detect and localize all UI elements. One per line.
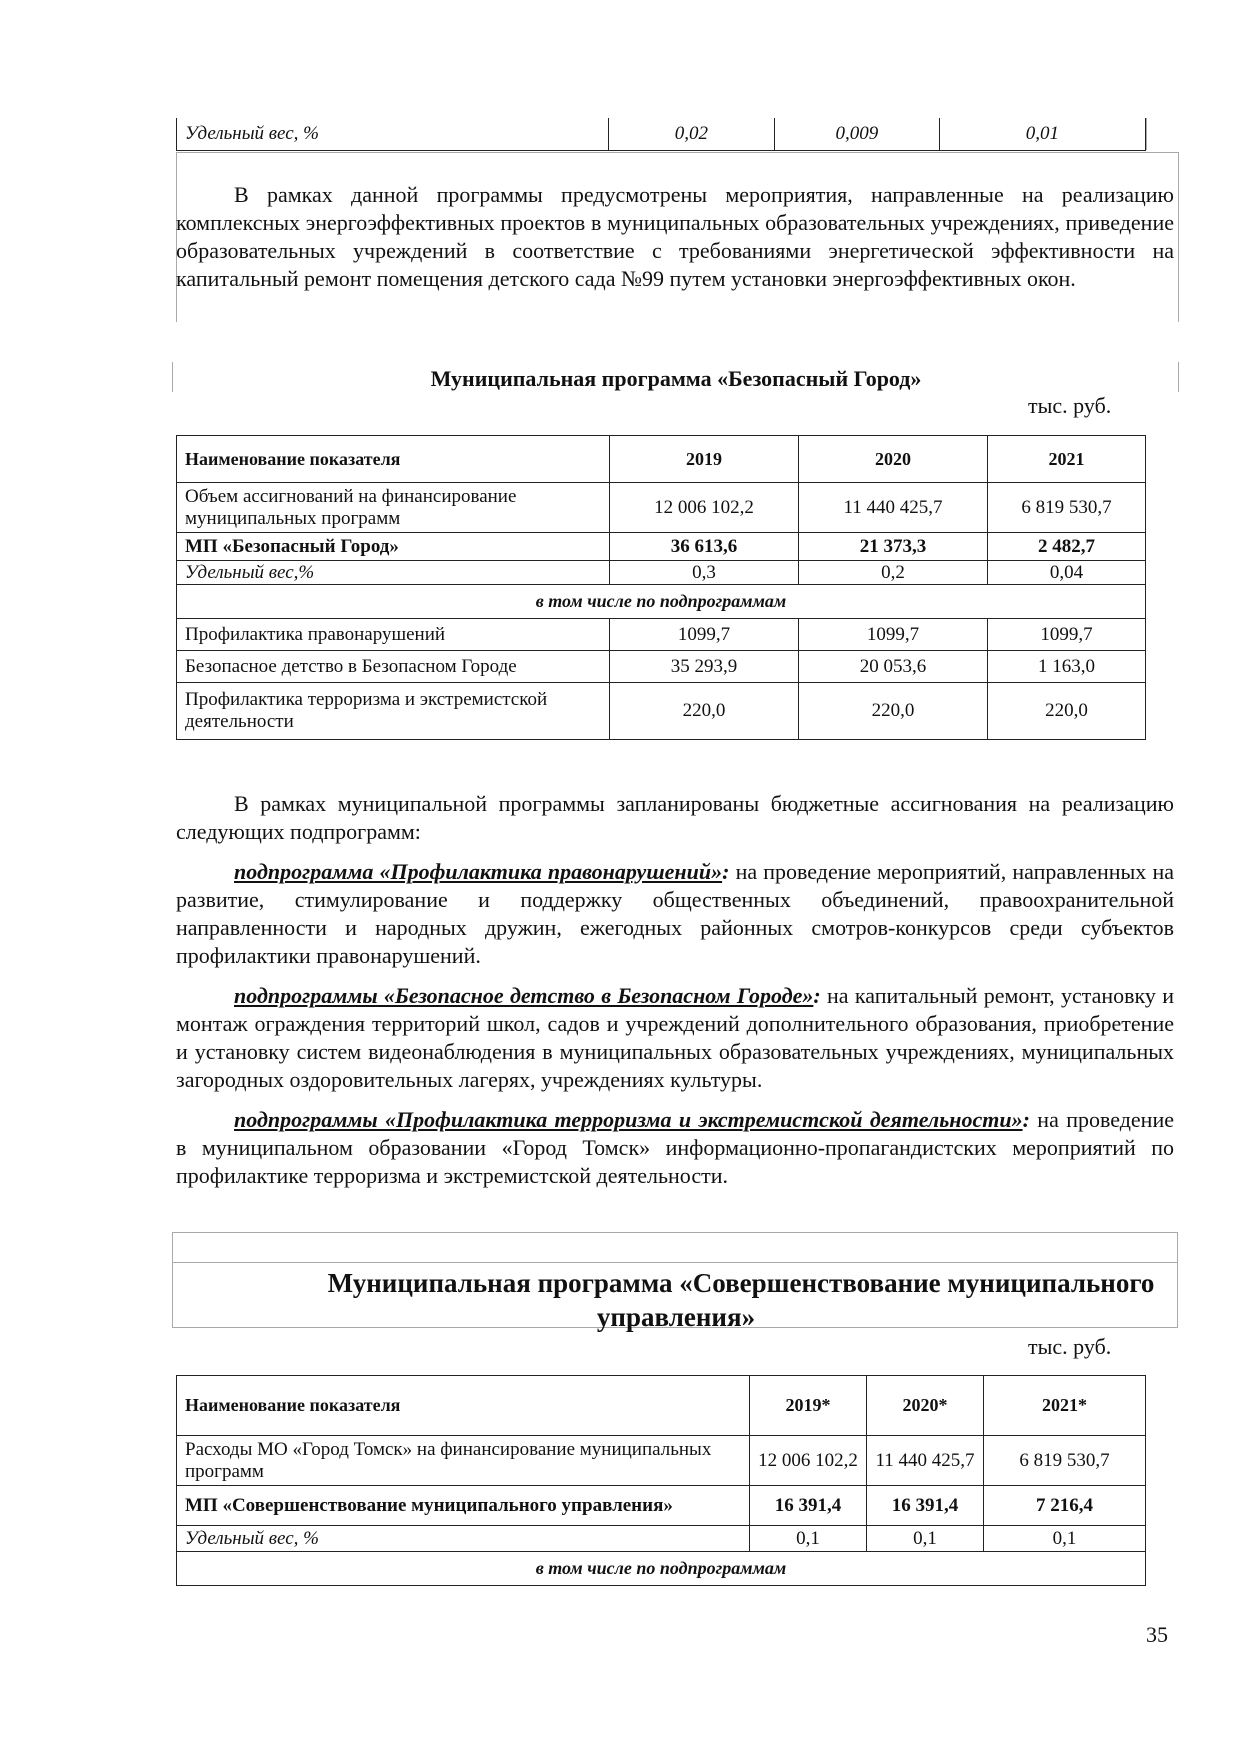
top-table (176, 118, 1146, 151)
value-2019: 35 293,9 (610, 651, 799, 683)
colon: : (1022, 1107, 1030, 1132)
section2-title (176, 1266, 1176, 1334)
value-2020: 220,0 (799, 683, 988, 740)
table-row (177, 1486, 1146, 1526)
table-row (177, 1526, 1146, 1552)
value-2021: 7 216,4 (984, 1486, 1146, 1526)
value-2021: 1 163,0 (988, 651, 1146, 683)
section1-table (176, 435, 1146, 740)
table-row (177, 619, 1146, 651)
table-subheader-row (177, 1552, 1146, 1586)
row-label: Удельный вес,% (177, 561, 610, 585)
table-header-row (177, 1376, 1146, 1436)
row-label: Удельный вес, % (177, 1526, 750, 1552)
subprogram-description: на проведение мероприятий, направленных на развитие, стимулирование и поддержку общественных объединений, правоохранительной направленности и народных дружин, ежегодных районных смотров-конкурсов среди субъектов профилактики правонарушений. (176, 859, 1174, 968)
value-2020: 0,1 (867, 1526, 984, 1552)
body-paragraph-1: В рамках муниципальной программы запланированы бюджетные ассигнования на реализацию следующих подпрограмм: (176, 791, 1174, 844)
value-2019: 0,1 (750, 1526, 867, 1552)
table-row (177, 483, 1146, 533)
value-2020: 0,2 (799, 561, 988, 585)
value-2020: 1099,7 (799, 619, 988, 651)
value-2020: 16 391,4 (867, 1486, 984, 1526)
body-paragraph-3 (176, 982, 1174, 1094)
value-2021: 0,04 (988, 561, 1146, 585)
colon: : (813, 983, 821, 1008)
table-header-row (177, 436, 1146, 483)
subprogram-title: подпрограммы «Безопасное детство в Безопасном Городе» (234, 983, 814, 1008)
row-label: Профилактика терроризма и экстремистской деятельности (177, 683, 610, 740)
page-number: 35 (1146, 1622, 1168, 1647)
subprograms-subheader: в том числе по подпрограммам (177, 1552, 1146, 1586)
value-2019: 12 006 102,2 (610, 483, 799, 533)
value-2020: 11 440 425,7 (799, 483, 988, 533)
section1-unit: тыс. руб. (1028, 393, 1112, 418)
colon: : (722, 859, 730, 884)
header-2020: 2020 (799, 436, 988, 483)
row-label: МП «Совершенствование муниципального управления» (177, 1486, 750, 1526)
value-2021: 0,01 (939, 118, 1145, 150)
row-label: МП «Безопасный Город» (177, 533, 610, 561)
value-2021: 6 819 530,7 (984, 1436, 1146, 1486)
table-row (177, 118, 1146, 150)
subprogram-description: на проведение в муниципальном образовании «Город Томск» информационно-пропагандистских мероприятий по профилактике терроризма и экстремистской деятельности. (176, 1107, 1174, 1188)
section2-unit: тыс. руб. (1028, 1334, 1112, 1359)
header-2021: 2021* (984, 1376, 1146, 1436)
value-2019: 1099,7 (610, 619, 799, 651)
header-2019: 2019 (610, 436, 799, 483)
body-paragraph-2 (176, 858, 1174, 970)
subprogram-title: подпрограммы «Профилактика терроризма и экстремистской деятельности» (234, 1107, 1023, 1132)
subprogram-title: подпрограмма «Профилактика правонарушений» (234, 859, 723, 884)
body-text (176, 790, 1174, 1190)
value-2019: 220,0 (610, 683, 799, 740)
table-row (177, 651, 1146, 683)
table-row (177, 1436, 1146, 1486)
section2-table (176, 1375, 1146, 1586)
value-2019: 0,02 (608, 118, 775, 150)
value-2021: 0,1 (984, 1526, 1146, 1552)
value-2021: 6 819 530,7 (988, 483, 1146, 533)
value-2020: 0,009 (775, 118, 940, 150)
value-2020: 20 053,6 (799, 651, 988, 683)
value-2019: 16 391,4 (750, 1486, 867, 1526)
row-label: Профилактика правонарушений (177, 619, 610, 651)
row-label: Удельный вес, % (177, 118, 609, 150)
section2-title-line2: управления» (596, 1302, 756, 1332)
header-indicator: Наименование показателя (177, 436, 610, 483)
header-2019: 2019* (750, 1376, 867, 1436)
table-row (177, 533, 1146, 561)
header-2021: 2021 (988, 436, 1146, 483)
section2-title-line1: Муниципальная программа «Совершенствование муниципального (327, 1268, 1155, 1298)
value-2021: 220,0 (988, 683, 1146, 740)
value-2020: 21 373,3 (799, 533, 988, 561)
row-label: Объем ассигнований на финансирование муниципальных программ (177, 483, 610, 533)
header-indicator: Наименование показателя (177, 1376, 750, 1436)
table-row (177, 683, 1146, 740)
row-label: Расходы МО «Город Томск» на финансирование муниципальных программ (177, 1436, 750, 1486)
value-2019: 12 006 102,2 (750, 1436, 867, 1486)
value-2019: 36 613,6 (610, 533, 799, 561)
table-row (177, 561, 1146, 585)
intro-paragraph: В рамках данной программы предусмотрены мероприятия, направленные на реализацию комплексных энергоэффективных проектов в муниципальных образовательных учреждениях, приведение образовательных учреждений в соответствие с требованиями энергетической эффективности на капитальный ремонт помещения детского сада №99 путем установки энергоэффективных окон. (176, 182, 1174, 291)
section1-title: Муниципальная программа «Безопасный Город» (430, 366, 922, 391)
row-label: Безопасное детство в Безопасном Городе (177, 651, 610, 683)
body-paragraph-4 (176, 1106, 1174, 1190)
value-2021: 1099,7 (988, 619, 1146, 651)
value-2021: 2 482,7 (988, 533, 1146, 561)
value-2020: 11 440 425,7 (867, 1436, 984, 1486)
value-2019: 0,3 (610, 561, 799, 585)
subprograms-subheader: в том числе по подпрограммам (177, 585, 1146, 619)
table-subheader-row (177, 585, 1146, 619)
header-2020: 2020* (867, 1376, 984, 1436)
subprogram-description: на капитальный ремонт, установку и монтаж ограждения территорий школ, садов и учреждений дополнительного образования, приобретение и установку систем видеонаблюдения в муниципальных образовательных учреждениях, муниципальных загородных оздоровительных лагерях, учреждениях культуры. (176, 983, 1174, 1092)
